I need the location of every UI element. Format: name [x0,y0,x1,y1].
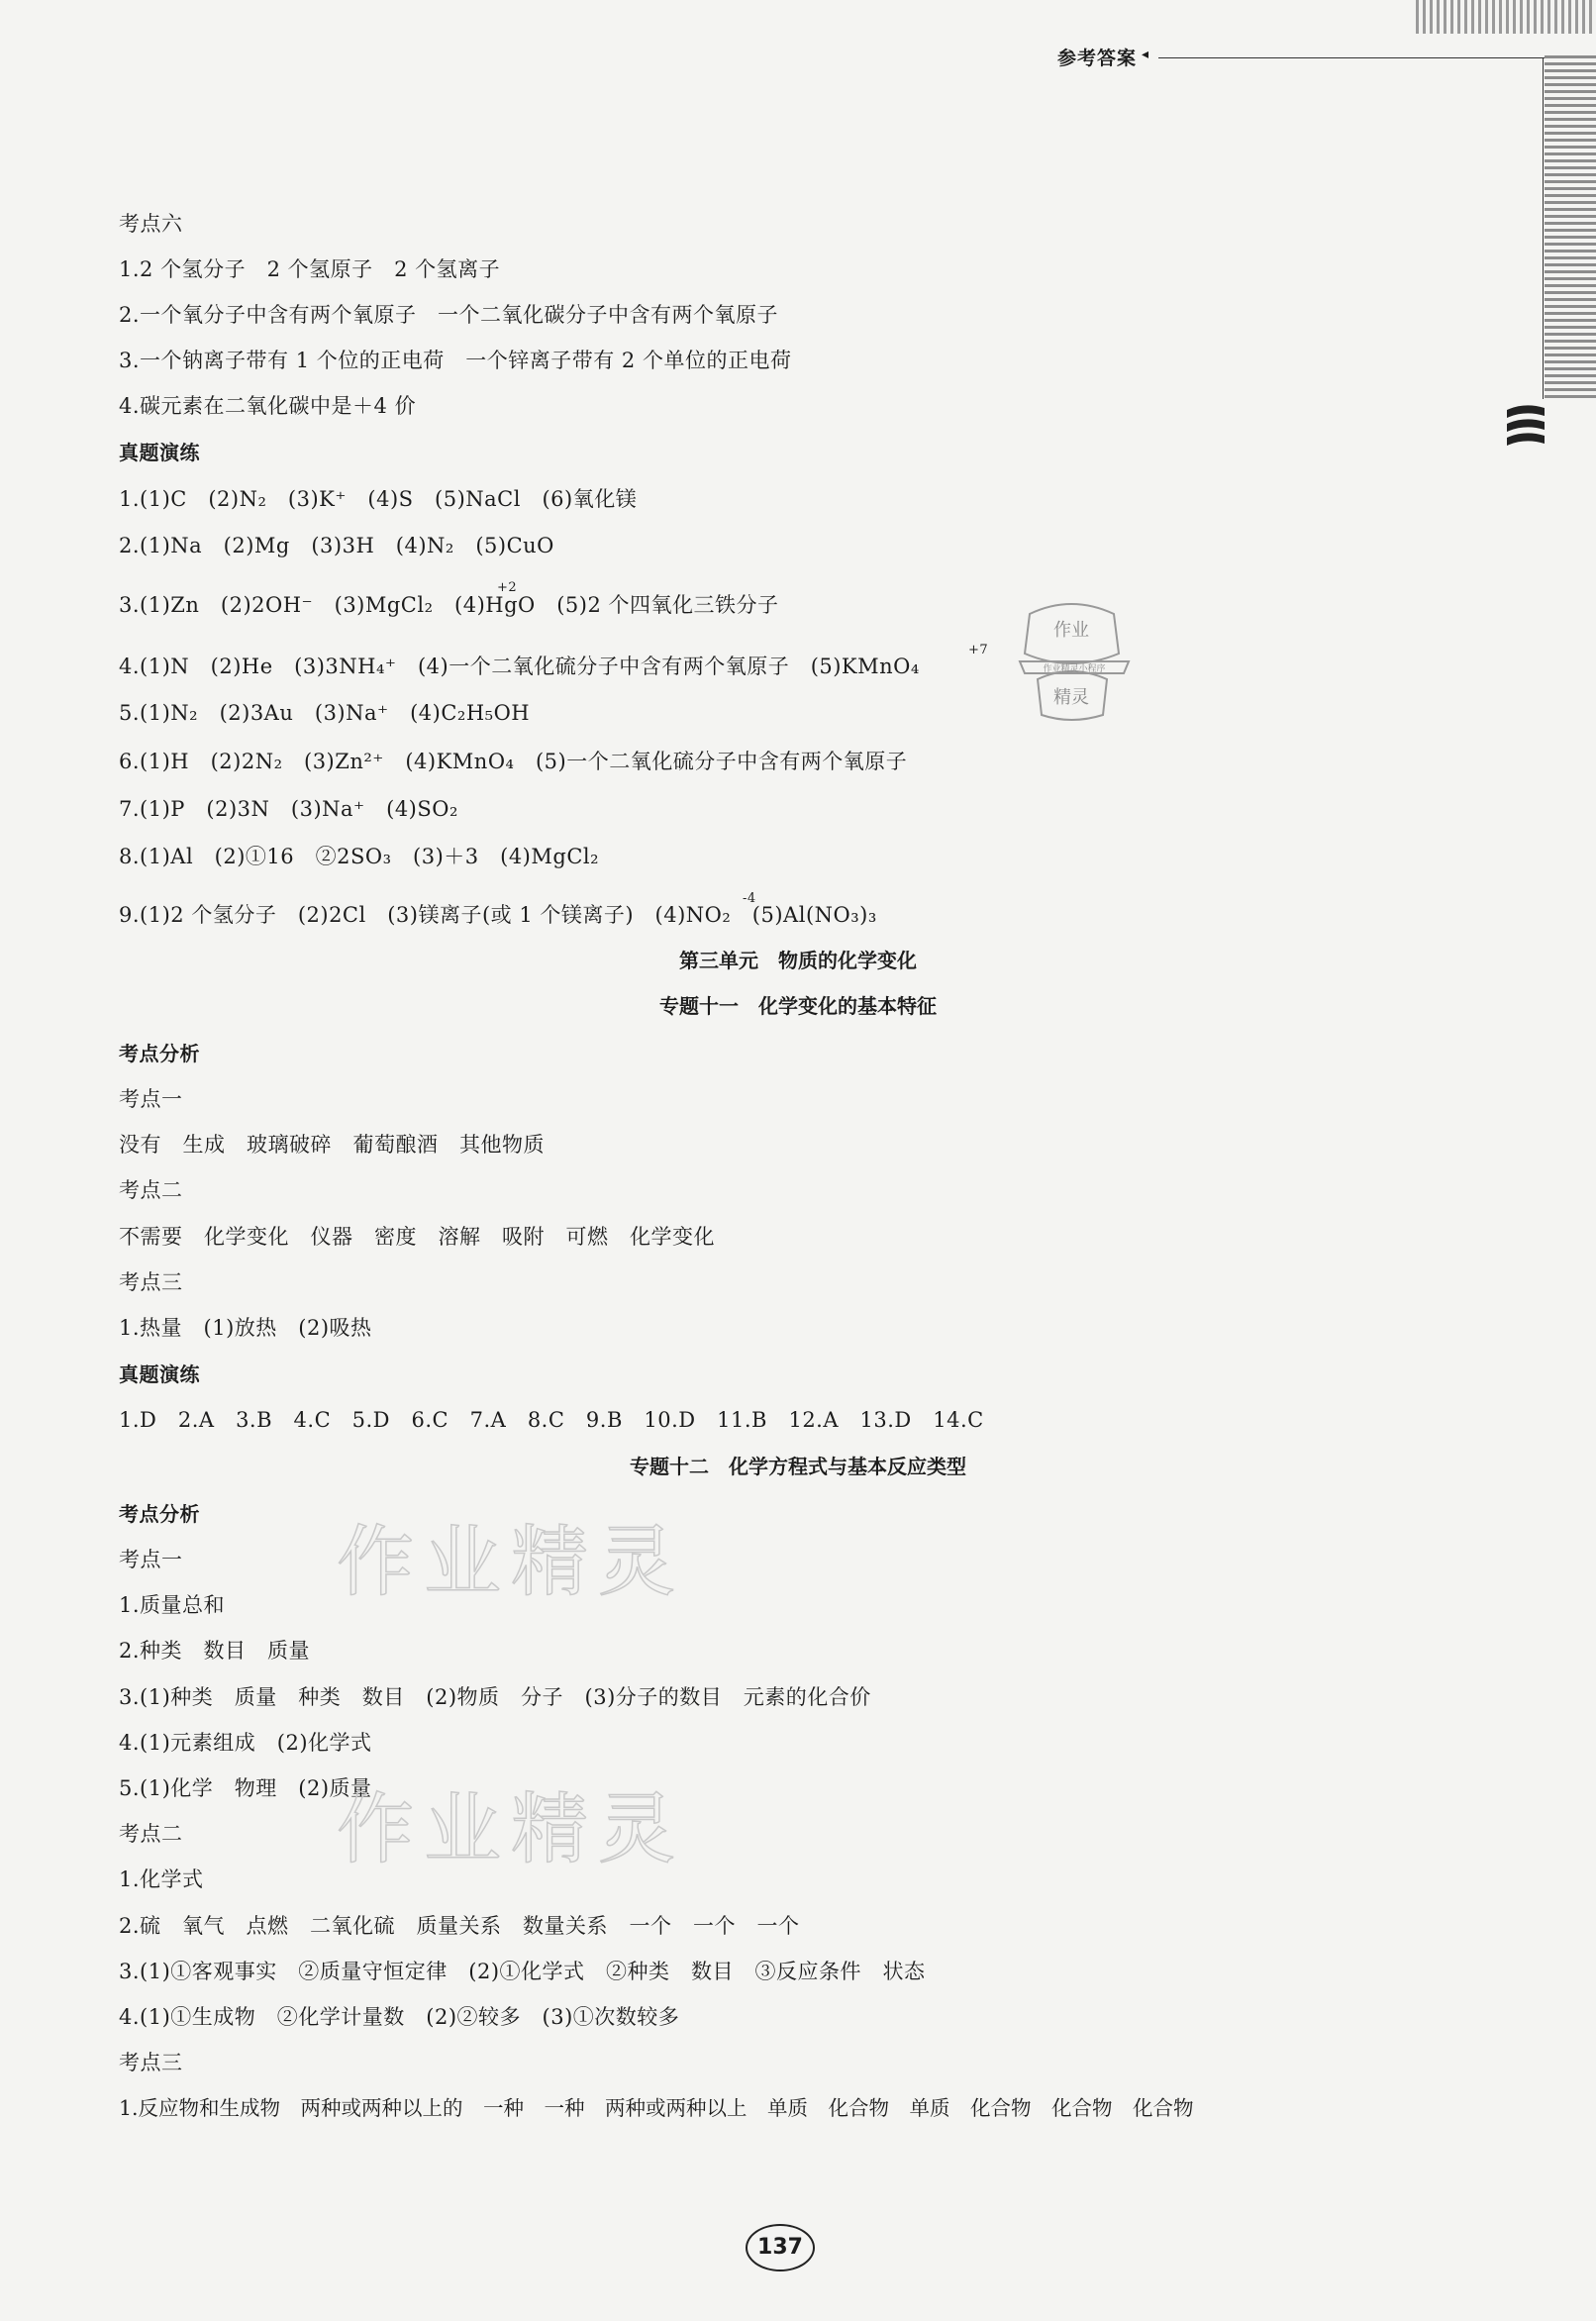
answer-line: 4.碳元素在二氧化碳中是＋4 价 [119,394,417,418]
watermark: 作业精灵 [337,1518,686,1607]
topic-title: 专题十二 化学方程式与基本反应类型 [630,1455,966,1478]
section-heading: 考点一 [119,1548,183,1571]
answer-line: 3.(1)Zn (2)2OH⁻ (3)MgCl₂ (4)HgO (5)2 个四氧化三铁分子 [119,593,779,617]
section-heading: 考点一 [119,1087,183,1111]
left-arrow-icon: ◂ [1142,47,1149,62]
valence-mark: +2 [497,580,518,595]
watermark: 作业精灵 [337,1785,686,1874]
stamp-text-top: 作业 [1053,620,1089,641]
answer-line: 1.质量总和 [119,1593,226,1617]
section-heading-bold: 考点分析 [119,1502,200,1526]
section-heading: 考点三 [119,1270,183,1294]
books-icon [1505,400,1546,455]
valence-mark: -4 [743,891,756,906]
answer-line: 1.D 2.A 3.B 4.C 5.D 6.C 7.A 8.C 9.B 10.D 11.B 12.A 13.D 14.C [119,1408,984,1432]
section-heading: 考点六 [119,212,183,236]
section-heading-bold: 真题演练 [119,1362,200,1386]
answer-line: 4.(1)元素组成 (2)化学式 [119,1731,372,1755]
section-heading: 考点三 [119,2051,183,2074]
answer-line: 2.种类 数目 质量 [119,1639,311,1663]
topic-title: 专题十一 化学变化的基本特征 [659,994,937,1018]
answer-line: 3.(1)①客观事实 ②质量守恒定律 (2)①化学式 ②种类 数目 ③反应条件 状态 [119,1960,926,1983]
answer-line: 4.(1)N (2)He (3)3NH₄⁺ (4)一个二氧化硫分子中含有两个氧原子 (5)KMnO₄ [119,655,920,678]
answer-line: 1.反应物和生成物 两种或两种以上的 一种 一种 两种或两种以上 单质 化合物 单质 化合物 化合物 化合物 [119,2096,1194,2120]
answer-line: 1.(1)C (2)N₂ (3)K⁺ (4)S (5)NaCl (6)氧化镁 [119,487,638,511]
header-title: 参考答案 [1057,48,1138,69]
stamp-text-bottom: 精灵 [1053,687,1089,708]
answer-line: 5.(1)化学 物理 (2)质量 [119,1776,372,1800]
stamp-seal [1000,594,1144,723]
answer-line: 8.(1)Al (2)①16 ②2SO₃ (3)＋3 (4)MgCl₂ [119,845,600,868]
header-vertical-rule [1543,57,1544,399]
answer-line: 4.(1)①生成物 ②化学计量数 (2)②较多 (3)①次数较多 [119,2005,680,2029]
answer-line: 2.(1)Na (2)Mg (3)3H (4)N₂ (5)CuO [119,534,554,557]
answer-line: 3.一个钠离子带有 1 个位的正电荷 一个锌离子带有 2 个单位的正电荷 [119,349,792,372]
answer-line: 1.化学式 [119,1867,204,1891]
section-heading-bold: 真题演练 [119,441,200,464]
section-heading-bold: 考点分析 [119,1042,200,1065]
answer-line: 1.热量 (1)放热 (2)吸热 [119,1316,372,1340]
answer-line: 3.(1)种类 质量 种类 数目 (2)物质 分子 (3)分子的数目 元素的化合价 [119,1685,871,1709]
header-rule [1158,57,1545,58]
answer-line: 9.(1)2 个氢分子 (2)2Cl (3)镁离子(或 1 个镁离子) (4)NO₂ (5)Al(NO₃)₃ [119,903,877,927]
section-heading: 考点二 [119,1178,183,1202]
page-number: 137 [746,2224,815,2271]
section-heading: 考点二 [119,1822,183,1846]
stamp-text-middle: 作业精灵小程序 [1043,664,1106,674]
answer-line: 2.一个氧分子中含有两个氧原子 一个二氧化碳分子中含有两个氧原子 [119,303,779,327]
answer-line: 不需要 化学变化 仪器 密度 溶解 吸附 可燃 化学变化 [119,1225,715,1249]
answer-line: 2.硫 氧气 点燃 二氧化硫 质量关系 数量关系 一个 一个 一个 [119,1914,800,1938]
answer-line: 1.2 个氢分子 2 个氢原子 2 个氢离子 [119,257,501,281]
side-stripes [1545,55,1596,402]
header-stripes [1416,0,1596,34]
answer-line: 7.(1)P (2)3N (3)Na⁺ (4)SO₂ [119,797,458,821]
answer-line: 6.(1)H (2)2N₂ (3)Zn²⁺ (4)KMnO₄ (5)一个二氧化硫分子中含有两个氧原子 [119,750,908,773]
answer-line: 5.(1)N₂ (2)3Au (3)Na⁺ (4)C₂H₅OH [119,701,531,725]
unit-title: 第三单元 物质的化学变化 [679,949,917,972]
valence-mark: +7 [968,643,989,657]
answer-line: 没有 生成 玻璃破碎 葡萄酿酒 其他物质 [119,1133,545,1157]
